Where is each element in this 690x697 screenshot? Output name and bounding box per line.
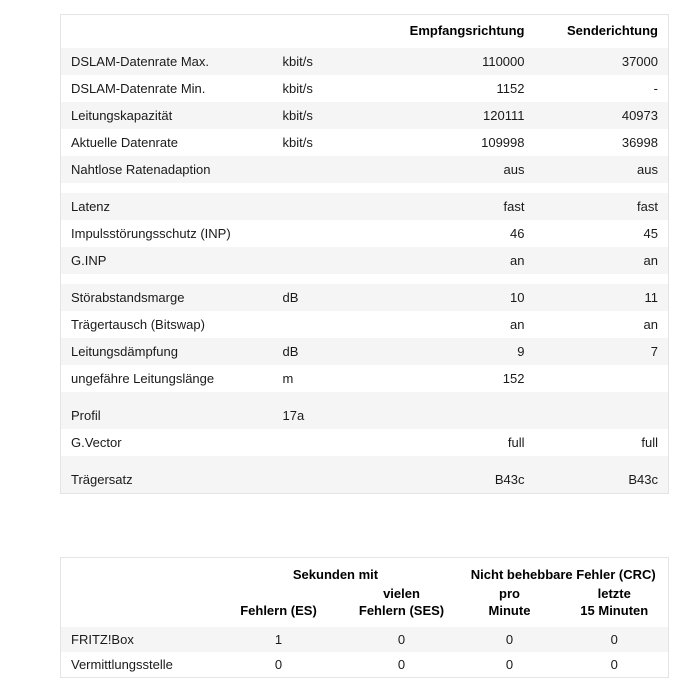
row-ses-value: 0 — [397, 632, 406, 647]
table-spacer-row — [61, 392, 669, 402]
spacer-cell — [535, 456, 669, 466]
row-label: Impulsstörungsschutz (INP) — [71, 226, 231, 241]
table-row — [61, 627, 669, 652]
row-label: G.Vector — [71, 435, 122, 450]
row-label: DSLAM-Datenrate Min. — [71, 81, 206, 96]
table-header-row — [61, 15, 669, 49]
row-unit: m — [282, 371, 294, 386]
row-label: Profil — [71, 408, 101, 423]
row-unit — [273, 247, 385, 274]
table-row — [61, 247, 669, 274]
row-label: Aktuelle Datenrate — [71, 135, 178, 150]
row-label: G.INP — [71, 253, 107, 268]
spacer-cell — [535, 183, 669, 193]
row-unit: kbit/s — [282, 81, 313, 96]
row-unit: kbit/s — [282, 54, 313, 69]
row-ses-value: 0 — [397, 657, 406, 672]
row-receive-value: 152 — [502, 371, 525, 386]
row-label: ungefähre Leitungslänge — [71, 371, 215, 386]
spacer-cell — [535, 274, 669, 284]
header-blank-2 — [273, 15, 385, 49]
spacer-cell — [61, 183, 273, 193]
table-row — [61, 466, 669, 494]
header-last15-line2: 15 Minuten — [580, 603, 649, 618]
table-row — [61, 48, 669, 75]
table-row — [61, 652, 669, 678]
row-label: Nahtlose Ratenadaption — [71, 162, 211, 177]
header-crc-per-minute — [459, 585, 561, 627]
table-row — [61, 129, 669, 156]
header-errored-seconds — [213, 585, 345, 627]
row-send-value — [535, 402, 669, 429]
row-receive-value: 109998 — [481, 135, 525, 150]
row-crc-15-value: 0 — [610, 632, 618, 647]
error-group-header-row — [61, 558, 669, 586]
row-es-value: 1 — [274, 632, 283, 647]
spacer-cell — [273, 456, 385, 466]
dsl-table-header — [61, 15, 669, 49]
row-label: Trägersatz — [71, 472, 133, 487]
header-blank — [61, 558, 213, 628]
row-unit: kbit/s — [282, 135, 313, 150]
spacer-cell — [61, 456, 273, 466]
row-label: Latenz — [71, 199, 111, 214]
header-crc-last-15-minutes — [561, 585, 669, 627]
row-send-value: 36998 — [621, 135, 658, 150]
table-row — [61, 402, 669, 429]
row-unit: dB — [282, 344, 299, 359]
row-unit: kbit/s — [282, 108, 313, 123]
row-label: Störabstandsmarge — [71, 290, 185, 305]
row-receive-value — [385, 402, 535, 429]
row-receive-value: aus — [503, 162, 525, 177]
row-send-value — [535, 365, 669, 392]
row-unit — [273, 193, 385, 220]
row-receive-value: an — [510, 317, 525, 332]
row-send-value: 7 — [650, 344, 658, 359]
table-row — [61, 193, 669, 220]
dsl-parameters-table — [60, 14, 669, 494]
table-row — [61, 75, 669, 102]
header-severely-errored-seconds — [345, 585, 459, 627]
header-seconds-with: Sekunden mit — [292, 567, 379, 582]
header-blank-1 — [61, 15, 273, 49]
table-row — [61, 429, 669, 456]
row-send-value: 11 — [644, 290, 658, 305]
row-label: Trägertausch (Bitswap) — [71, 317, 205, 332]
table-row — [61, 311, 669, 338]
spacer-cell — [535, 392, 669, 402]
row-send-value: B43c — [628, 472, 658, 487]
row-send-value: fast — [637, 199, 658, 214]
spacer-cell — [61, 392, 273, 402]
row-receive-value: B43c — [494, 472, 525, 487]
table-row — [61, 220, 669, 247]
row-send-value: 45 — [643, 226, 658, 241]
dsl-table-body — [61, 48, 669, 494]
row-send-value: an — [643, 317, 658, 332]
row-receive-value: fast — [503, 199, 525, 214]
row-send-value: full — [641, 435, 658, 450]
table-row — [61, 102, 669, 129]
spacer-cell — [385, 183, 535, 193]
table-spacer-row — [61, 274, 669, 284]
row-receive-value: 9 — [517, 344, 525, 359]
row-send-value: 37000 — [621, 54, 658, 69]
row-unit: 17a — [282, 408, 305, 423]
row-unit — [273, 466, 385, 494]
row-crc-min-value: 0 — [505, 632, 514, 647]
header-send-direction: Senderichtung — [566, 23, 658, 38]
row-es-value: 0 — [274, 657, 283, 672]
row-unit — [273, 156, 385, 183]
table-spacer-row — [61, 183, 669, 193]
row-receive-value: an — [510, 253, 525, 268]
row-unit — [273, 311, 385, 338]
row-send-value: aus — [637, 162, 658, 177]
table-row — [61, 156, 669, 183]
row-receive-value: 110000 — [482, 54, 525, 69]
row-label: Vermittlungsstelle — [71, 657, 173, 672]
row-receive-value: 46 — [510, 226, 525, 241]
error-table-header — [61, 558, 669, 628]
row-receive-value: 1152 — [496, 81, 525, 96]
table-spacer-row — [61, 456, 669, 466]
row-receive-value: full — [507, 435, 525, 450]
header-last15-line1: letzte — [597, 586, 631, 601]
row-send-value: an — [643, 253, 658, 268]
row-unit — [273, 429, 385, 456]
table-row — [61, 338, 669, 365]
header-ses-line2: Fehlern (SES) — [358, 603, 445, 618]
header-min-line1: pro — [499, 586, 520, 601]
row-unit — [273, 220, 385, 247]
row-label: FRITZ!Box — [71, 632, 134, 647]
spacer-cell — [385, 392, 535, 402]
row-crc-min-value: 0 — [505, 657, 514, 672]
spacer-cell — [61, 274, 273, 284]
table-row — [61, 284, 669, 311]
header-ses-line1: vielen — [383, 586, 420, 601]
table-row — [61, 365, 669, 392]
error-table-body — [61, 627, 669, 678]
header-receive-direction: Empfangsrichtung — [409, 23, 525, 38]
error-counters-table — [60, 557, 669, 678]
spacer-cell — [273, 274, 385, 284]
row-crc-15-value: 0 — [610, 657, 618, 672]
row-receive-value: 120111 — [483, 108, 525, 123]
row-receive-value: 10 — [510, 290, 525, 305]
spacer-cell — [273, 183, 385, 193]
header-es-label: Fehlern (ES) — [240, 603, 317, 618]
spacer-cell — [273, 392, 385, 402]
row-send-value: - — [653, 81, 658, 96]
row-label: Leitungsdämpfung — [71, 344, 178, 359]
row-label: Leitungskapazität — [71, 108, 173, 123]
header-uncorrectable-errors: Nicht behebbare Fehler (CRC) — [470, 567, 656, 582]
row-label: DSLAM-Datenrate Max. — [71, 54, 209, 69]
spacer-cell — [385, 274, 535, 284]
row-send-value: 40973 — [621, 108, 658, 123]
header-min-line2: Minute — [488, 603, 531, 618]
spacer-cell — [385, 456, 535, 466]
row-unit: dB — [282, 290, 299, 305]
